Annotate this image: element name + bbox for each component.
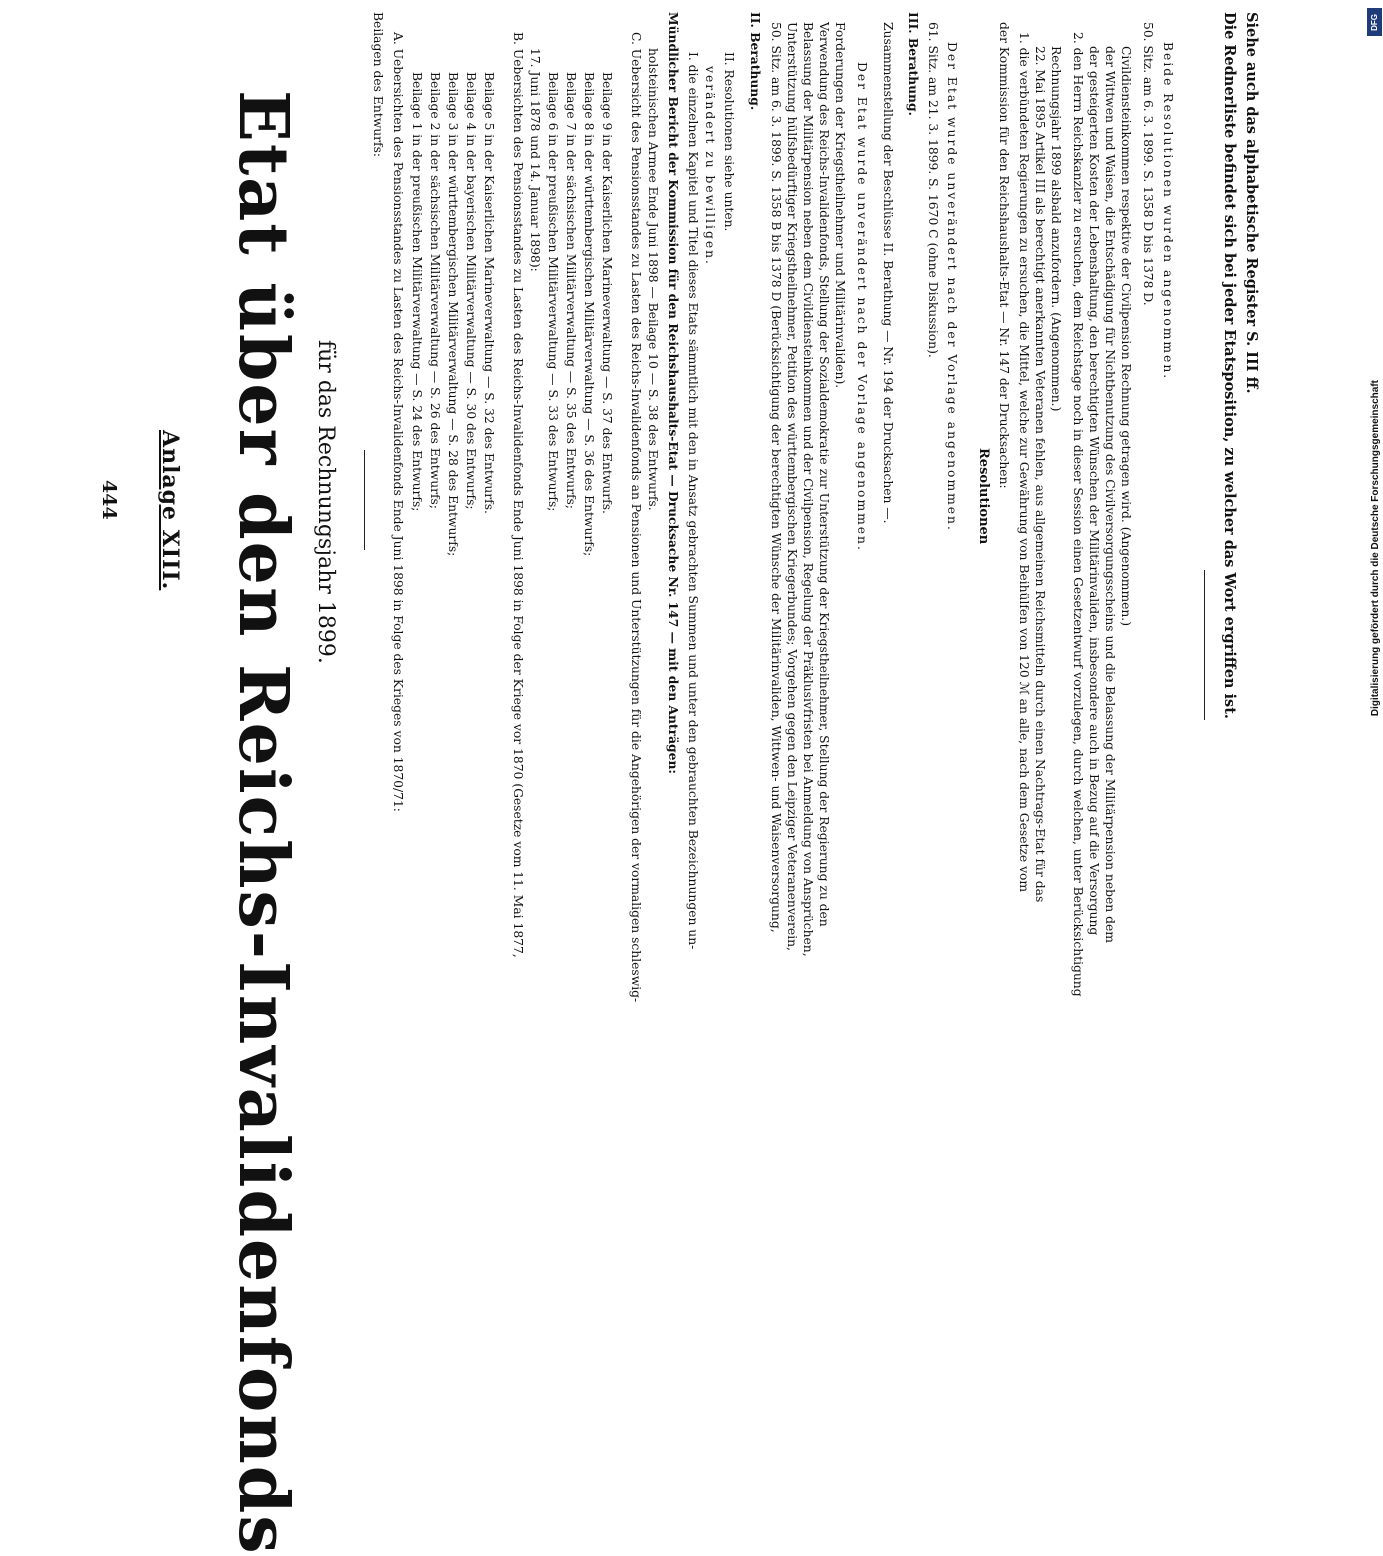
title-rule — [364, 450, 365, 550]
page-number: 444 — [98, 480, 120, 520]
resolutionen-heading: Resolutionen — [976, 448, 991, 545]
third-reading-line1: 61. Sitz. am 21. 3. 1899. S. 1670 C (ohne Diskussion). — [926, 22, 940, 358]
resolution-2-line1: 2. den Herrn Reichskanzler zu ersuchen, dem Reichstage noch in dieser Session einen Gesetzentwurf vorzulegen, durch welchen, unter Berücksichtigung — [1071, 32, 1085, 997]
anlage-heading: Anlage XIII. — [157, 430, 183, 591]
section-c-cont: holsteinischen Armee Ende Juni 1898 — Beilage 10 — S. 38 des Entwurfs. — [646, 48, 660, 511]
page-title: Etat über den Reichs-Invalidenfonds — [223, 90, 303, 1556]
beilage-1: Beilage 1 in der preußischen Militärverwaltung — S. 24 des Entwurfs; — [410, 72, 424, 512]
zusammenstellung: Zusammenstellung der Beschlüsse II. Berathung — Nr. 194 der Drucksachen —. — [881, 22, 895, 524]
second-reading-line4: Verwendung des Reichs-Invalidenfonds, Stellung der Sozialdemokratie zur Unterstützung der Kriegstheilnehmer, Stellung der Regierung zu den — [817, 22, 831, 927]
resolution-1-line1: 1. die verbündeten Regierungen zu ersuchen, die Mittel, welche zur Gewährung von Beihülfen von 120 ℳ an alle, nach dem Gesetze vom — [1017, 32, 1031, 893]
beilage-5: Beilage 5 in der Kaiserlichen Marineverwaltung — S. 32 des Entwurfs. — [482, 72, 496, 514]
antrag-1: I. die einzelnen Kapitel und Titel dieses Etats sämmtlich mit den in Ansatz gebrachten Summen und unter den gebrauchten Bezeichnungen un- — [686, 52, 700, 950]
section-a: A. Uebersichten des Pensionsstandes zu Lasten des Reichs-Invalidenfonds Ende Juni 1898 in Folge des Krieges von 1870/71: — [391, 32, 405, 812]
section-b-cont: 17. Juni 1878 und 14. Januar 1898): — [528, 48, 542, 272]
beilage-4: Beilage 4 in der bayerischen Militärverwaltung — S. 30 des Entwurfs; — [464, 72, 478, 510]
beilage-6: Beilage 6 in der preußischen Militärverwaltung — S. 33 des Entwurfs; — [546, 72, 560, 512]
second-reading-line2: Unterstützung hülfsbedürftiger Kriegstheilnehmer, Petition des württembergischen Kriegerbundes; Vorgehen gegen den Leipziger Veteranenverein, — [785, 22, 799, 951]
beilage-3: Beilage 3 in der württembergischen Militärverwaltung — S. 28 des Entwurfs; — [446, 72, 460, 557]
rednerliste-note: Die Rednerliste befindet sich bei jeder Etatsposition, zu welcher das Wort ergriffen ist. — [1221, 12, 1238, 719]
third-reading-heading: III. Berathung. — [906, 12, 921, 116]
second-reading-heading: II. Berathung. — [748, 12, 763, 111]
resolution-2-line2: der gesteigerten Kosten der Lebenshaltung, den berechtigten Wünschen der Militärinvaliden, insbesondere auch in Bezug auf die Versorgung — [1087, 46, 1101, 936]
page-subtitle: für das Rechnungsjahr 1899. — [313, 340, 338, 664]
resolution-session: 50. Sitz. am 6. 3. 1899. S. 1358 D bis 1378 D. — [1141, 22, 1155, 306]
beilage-2: Beilage 2 in der sächsischen Militärverwaltung — S. 26 des Entwurfs; — [428, 72, 442, 510]
resolutionen-intro: der Kommission für den Reichshaushalts-Etat — Nr. 147 der Drucksachen: — [997, 22, 1011, 489]
digitization-credit: Digitalisierung gefördert durch die Deutsche Forschungsgemeinschaft — [1370, 380, 1381, 717]
second-reading-line5: Forderungen der Kriegstheilnehmer und Militärinvaliden). — [833, 22, 847, 389]
dfg-logo-text: DFG — [1370, 13, 1379, 31]
antrag-1-cont: verändert zu bewilligen. — [703, 66, 717, 266]
beilage-8: Beilage 8 in der württembergischen Militärverwaltung — S. 36 des Entwurfs; — [582, 72, 596, 557]
beilage-9: Beilage 9 in der Kaiserlichen Marineverwaltung — S. 37 des Entwurfs. — [600, 72, 614, 514]
second-reading-line3: Belassung der Militärpension neben dem Civildiensteinkommen und der Civilpension, Regelung der Präklusivfristen bei Anmeldung von Ansprüchen, — [801, 22, 815, 957]
bericht-heading: Mündlicher Bericht der Kommission für den Reichshaushalts-Etat — Drucksache Nr. 147 — mit den Anträgen: — [666, 12, 681, 774]
resolution-1-line2: 22. Mai 1895 Artikel III als berechtigt anerkannten Veteranen fehlen, aus allgemeinen Reichsmitteln durch einen Nachtrags-Etat für das — [1033, 46, 1047, 903]
section-rule — [1204, 570, 1205, 720]
section-b: B. Uebersichten des Pensionsstandes zu Lasten des Reichs-Invalidenfonds Ende Juni 1898 in Folge der Kriege vor 1870 (Gesetze vom 11. Mai 1877, — [511, 32, 525, 958]
second-reading-line1: 50. Sitz. am 6. 3. 1899. S. 1358 B bis 1378 D (Berücksichtigung der berechtigten Wünsche der Militärinvaliden, Wittwen- und Waisenversorgung, — [769, 22, 783, 933]
dfg-logo — [1367, 8, 1382, 36]
register-note: Siehe auch das alphabetische Register S. III ff. — [1243, 12, 1260, 394]
beilage-7: Beilage 7 in der sächsischen Militärverwaltung — S. 35 des Entwurfs; — [564, 72, 578, 510]
resolution-1-line3: Rechnungsjahr 1899 alsbald anzufordern. (Angenommen.) — [1049, 46, 1063, 412]
resolution-result: Beide Resolutionen wurden angenommen. — [1161, 42, 1175, 381]
second-reading-result: Der Etat wurde unverändert nach der Vorlage angenommen. — [855, 62, 869, 552]
antrag-2: II. Resolutionen siehe unten. — [722, 52, 736, 232]
beilagen-heading: Beilagen des Entwurfs: — [371, 12, 385, 158]
resolution-2-line3: der Wittwen und Waisen, die Entschädigung für Nichtbenutzung des Civilversorgungsscheins und die Belassung der Militärpension neben dem — [1103, 46, 1117, 943]
section-c: C. Uebersicht des Pensionsstandes zu Lasten des Reichs-Invalidenfonds an Pensionen und Unterstützungen für die Angehörigen der vormaligen schleswig- — [629, 32, 643, 1003]
resolution-2-line4: Civildiensteinkommen respektive der Civilpension Rechnung getragen wird. (Angenommen.) — [1119, 46, 1133, 627]
third-reading-result: Der Etat wurde unverändert nach der Vorlage angenommen. — [945, 42, 959, 532]
